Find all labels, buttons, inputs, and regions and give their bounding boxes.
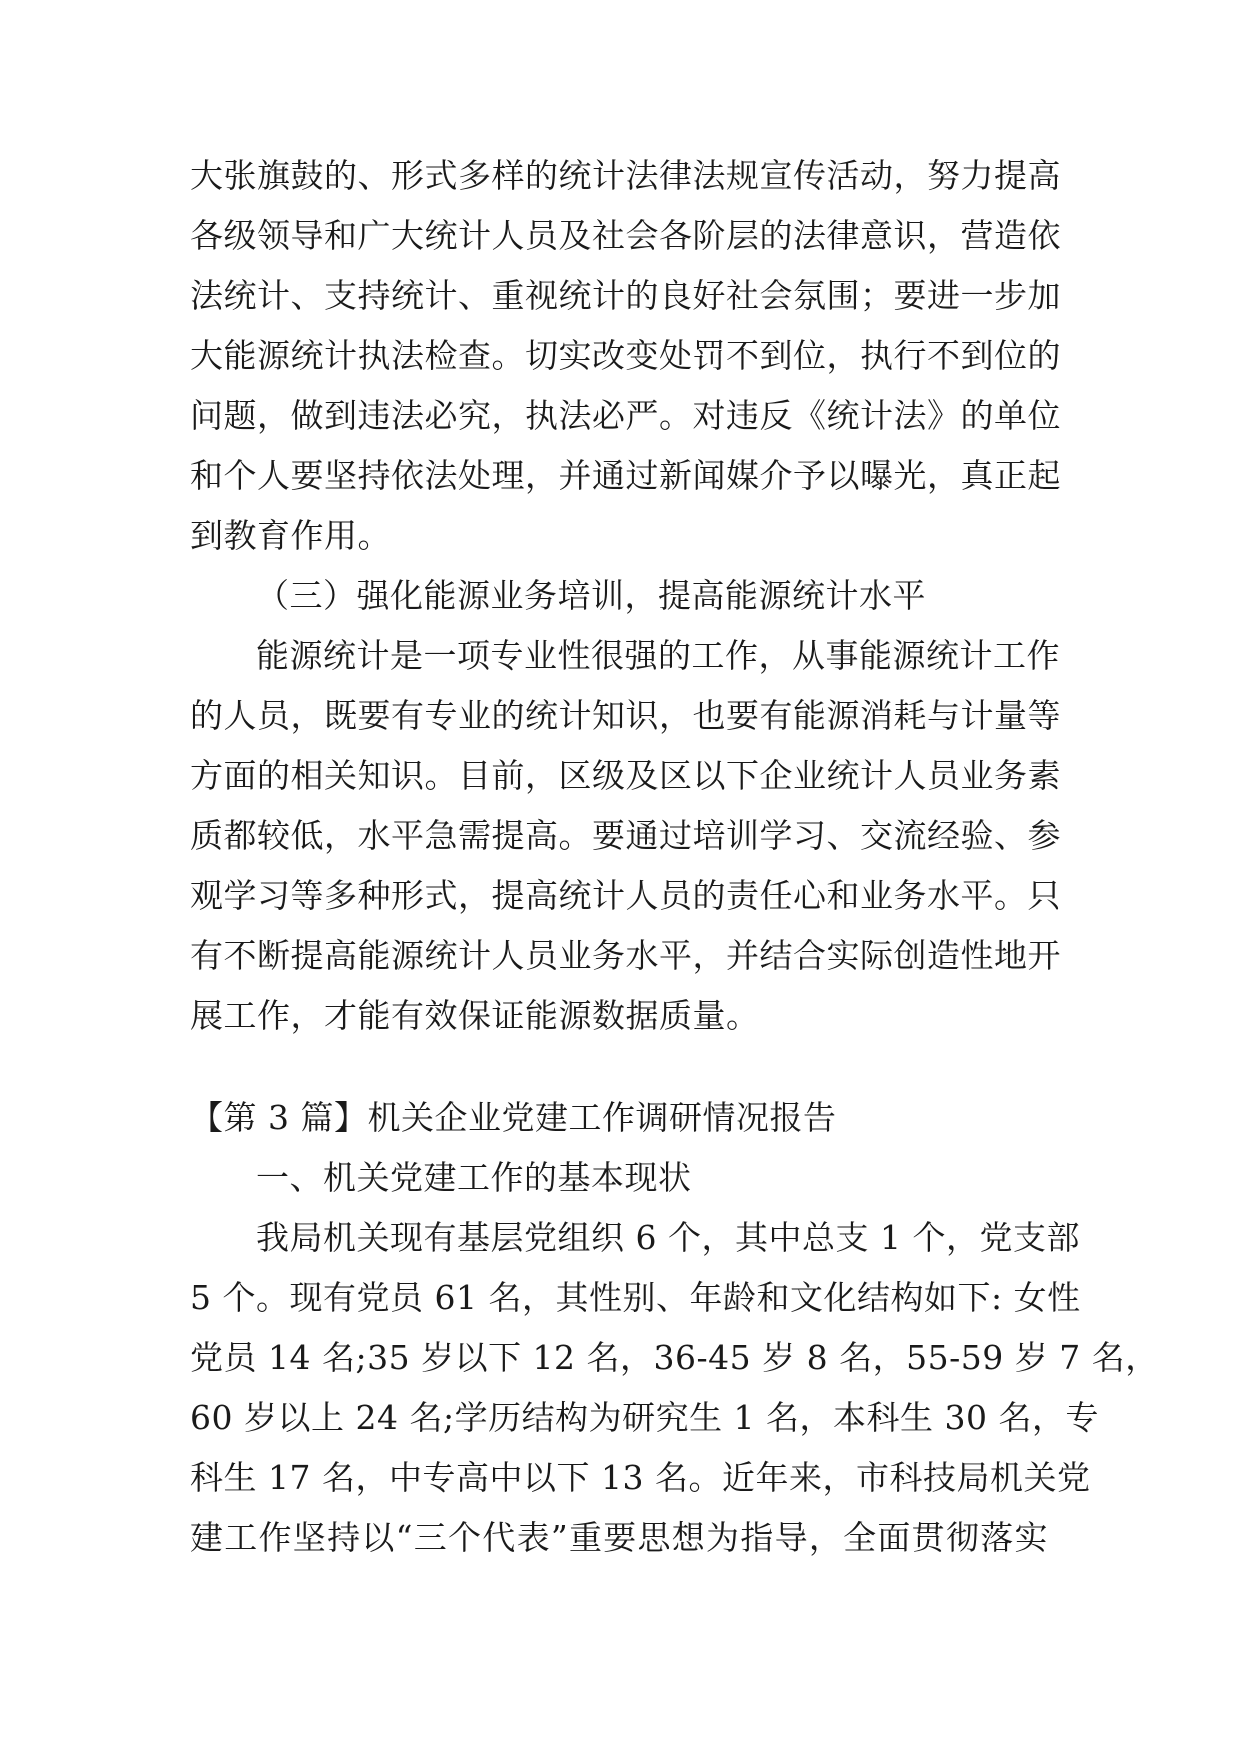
section-heading: （三）强化能源业务培训，提高能源统计水平 (256, 576, 926, 615)
section-heading: 一、机关党建工作的基本现状 (256, 1158, 692, 1197)
paragraph-line: 60 岁以上 24 名;学历结构为研究生 1 名，本科生 30 名，专 (190, 1398, 1100, 1437)
paragraph-line: 的人员，既要有专业的统计知识，也要有能源消耗与计量等 (190, 696, 1061, 735)
paragraph-line: 质都较低，水平急需提高。要通过培训学习、交流经验、参 (190, 816, 1061, 855)
paragraph-line: 有不断提高能源统计人员业务水平，并结合实际创造性地开 (190, 936, 1061, 975)
paragraph-line: 问题，做到违法必究，执法必严。对违反《统计法》的单位 (190, 396, 1061, 435)
paragraph-line: 方面的相关知识。目前，区级及区以下企业统计人员业务素 (190, 756, 1061, 795)
paragraph-line: 各级领导和广大统计人员及社会各阶层的法律意识，营造依 (190, 216, 1061, 255)
paragraph-line: 5 个。现有党员 61 名，其性别、年龄和文化结构如下: 女性 (190, 1278, 1081, 1317)
paragraph-line: 大能源统计执法检查。切实改变处罚不到位，执行不到位的 (190, 336, 1061, 375)
article-title: 【第 3 篇】机关企业党建工作调研情况报告 (190, 1098, 837, 1137)
paragraph-line: 展工作，才能有效保证能源数据质量。 (190, 996, 760, 1035)
paragraph-line: 建工作坚持以“三个代表”重要思想为指导，全面贯彻落实 (190, 1518, 1048, 1557)
paragraph-line: 到教育作用。 (190, 516, 391, 555)
paragraph-line: 我局机关现有基层党组织 6 个，其中总支 1 个，党支部 (256, 1218, 1080, 1257)
paragraph-line: 和个人要坚持依法处理，并通过新闻媒介予以曝光，真正起 (190, 456, 1061, 495)
paragraph-line: 能源统计是一项专业性很强的工作，从事能源统计工作 (256, 636, 1060, 675)
paragraph-line: 党员 14 名;35 岁以下 12 名，36-45 岁 8 名，55-59 岁 7 名， (190, 1338, 1159, 1377)
paragraph-line: 法统计、支持统计、重视统计的良好社会氛围；要进一步加 (190, 276, 1061, 315)
paragraph-line: 科生 17 名，中专高中以下 13 名。近年来，市科技局机关党 (190, 1458, 1091, 1497)
paragraph-line: 大张旗鼓的、形式多样的统计法律法规宣传活动，努力提高 (190, 156, 1061, 195)
paragraph-line: 观学习等多种形式，提高统计人员的责任心和业务水平。只 (190, 876, 1061, 915)
